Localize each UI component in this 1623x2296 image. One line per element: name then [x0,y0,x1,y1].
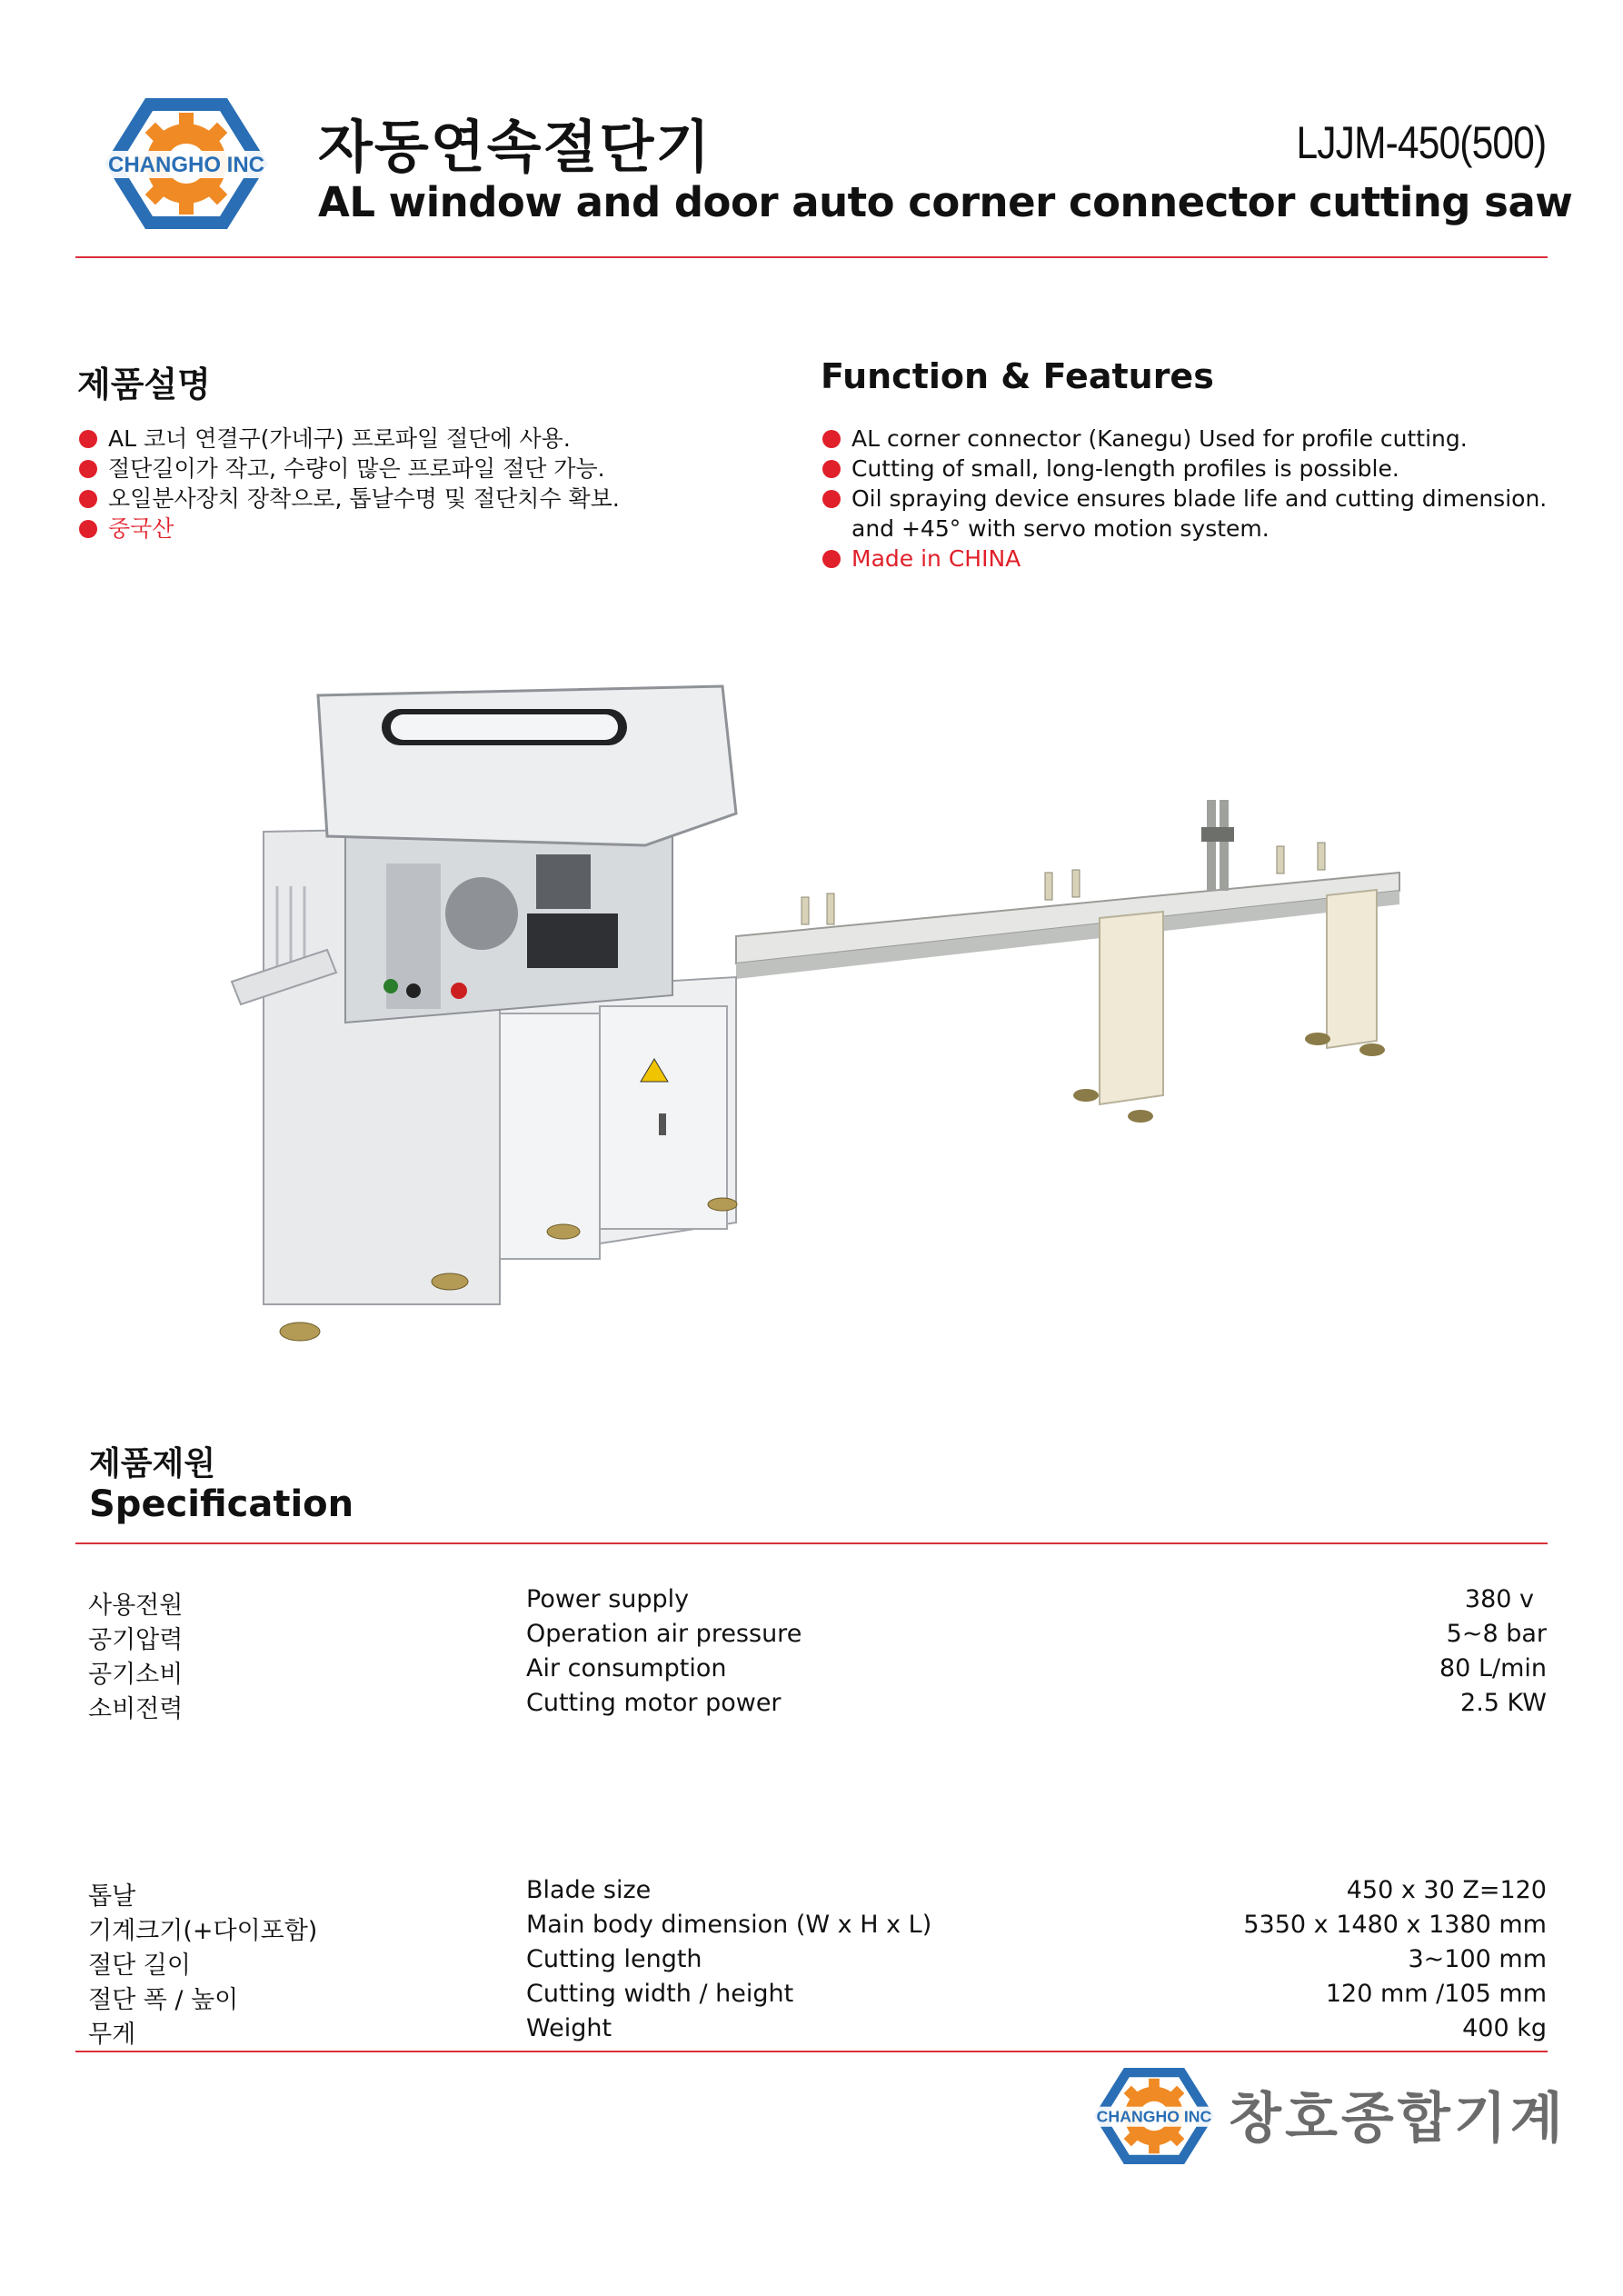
model-number: LJJM-450(500) [1296,117,1546,168]
spec-value: 5350 x 1480 x 1380 mm [1243,1911,1547,1939]
spec-label-en: Cutting width / height [526,1980,794,2008]
changho-logo-footer [1090,2061,1218,2171]
page-title-ko: 자동연속절단기 [318,114,712,180]
spec-row [88,2014,1547,2049]
brand-name: 창호종합기계 [1229,2087,1567,2151]
logo-text: CHANGHO INC [108,153,264,177]
description-list-ko [79,424,620,544]
list-item-continuation: and +45° with servo motion system. [851,515,1270,542]
origin-item: 중국산 [79,514,620,544]
spec-label-ko: 기계크기(+다이포함) [88,1917,318,1945]
spec-value: 2.5 KW [1460,1689,1547,1717]
spec-label-en: Cutting motor power [526,1689,782,1717]
spec-label-ko: 공기소비 [88,1661,184,1689]
spec-label-ko: 사용전원 [88,1592,184,1620]
list-item: AL 코너 연결구(가네구) 프로파일 절단에 사용. [79,424,620,454]
bullet-icon [79,490,97,508]
spec-value: 120 mm /105 mm [1325,1980,1547,2008]
spec-value: 400 kg [1462,2014,1547,2042]
spec-row [88,1945,1547,1980]
bullet-icon [822,430,841,448]
spec-row [88,1585,1547,1620]
spec-label-en: Main body dimension (W x H x L) [526,1911,932,1939]
list-item: 절단길이가 작고, 수량이 많은 프로파일 절단 가능. [79,454,620,484]
page-title-en: AL window and door auto corner connector cutting saw [318,178,1573,226]
spec-label-en: Cutting length [526,1945,702,1973]
description-heading-ko: 제품설명 [77,364,211,404]
spec-value: 3~100 mm [1408,1945,1547,1973]
spec-label-en: Air consumption [526,1654,727,1682]
spec-row [88,1876,1547,1911]
spec-label-ko: 무게 [88,2021,136,2049]
list-item: Cutting of small, long-length profiles is possible. [822,454,1547,484]
spec-label-ko: 절단 길이 [88,1952,191,1980]
header-divider [75,256,1548,258]
spec-value: 80 L/min [1439,1654,1547,1682]
spec-value: 380 v [1464,1585,1534,1613]
spec-row [88,1620,1547,1654]
spec-heading-ko: 제품제원 [89,1445,216,1482]
bullet-icon [79,460,97,478]
bullet-icon [822,490,841,508]
bullet-icon [822,460,841,478]
spec-row [88,1689,1547,1723]
spec-table-electrical [88,1585,1547,1723]
spec-row [88,1911,1547,1945]
spec-label-en: Power supply [526,1585,690,1613]
spec-label-en: Weight [526,2014,612,2042]
spec-value: 450 x 30 Z=120 [1346,1876,1547,1904]
spec-value: 5~8 bar [1446,1620,1547,1648]
list-item: 오일분사장치 장착으로, 톱날수명 및 절단치수 확보. [79,484,620,514]
spec-label-ko: 공기압력 [88,1626,184,1654]
list-item: AL corner connector (Kanegu) Used for profile cutting. [822,424,1547,454]
spec-label-en: Blade size [526,1876,652,1904]
spec-row [88,1654,1547,1689]
origin-item: Made in CHINA [822,544,1547,574]
logo-text: CHANGHO INC [1096,2107,1212,2126]
spec-heading-en: Specification [89,1483,354,1525]
spec-table-mechanical [88,1876,1547,2049]
spec-label-en: Operation air pressure [526,1620,802,1648]
spec-divider-top [75,1542,1548,1544]
machine-photo [227,677,1427,1377]
changho-logo [100,91,273,236]
list-item: Oil spraying device ensures blade life and cutting dimension. [822,484,1547,514]
bullet-icon [79,430,97,448]
bullet-icon [79,520,97,538]
spec-label-ko: 소비전력 [88,1695,184,1723]
spec-row [88,1980,1547,2014]
spec-divider-bottom [75,2051,1548,2052]
bullet-icon [822,550,841,568]
spec-label-ko: 톱날 [88,1882,136,1911]
description-list-en [822,424,1547,574]
description-heading-en: Function & Features [821,356,1214,396]
spec-label-ko: 절단 폭 / 높이 [88,1986,239,2014]
